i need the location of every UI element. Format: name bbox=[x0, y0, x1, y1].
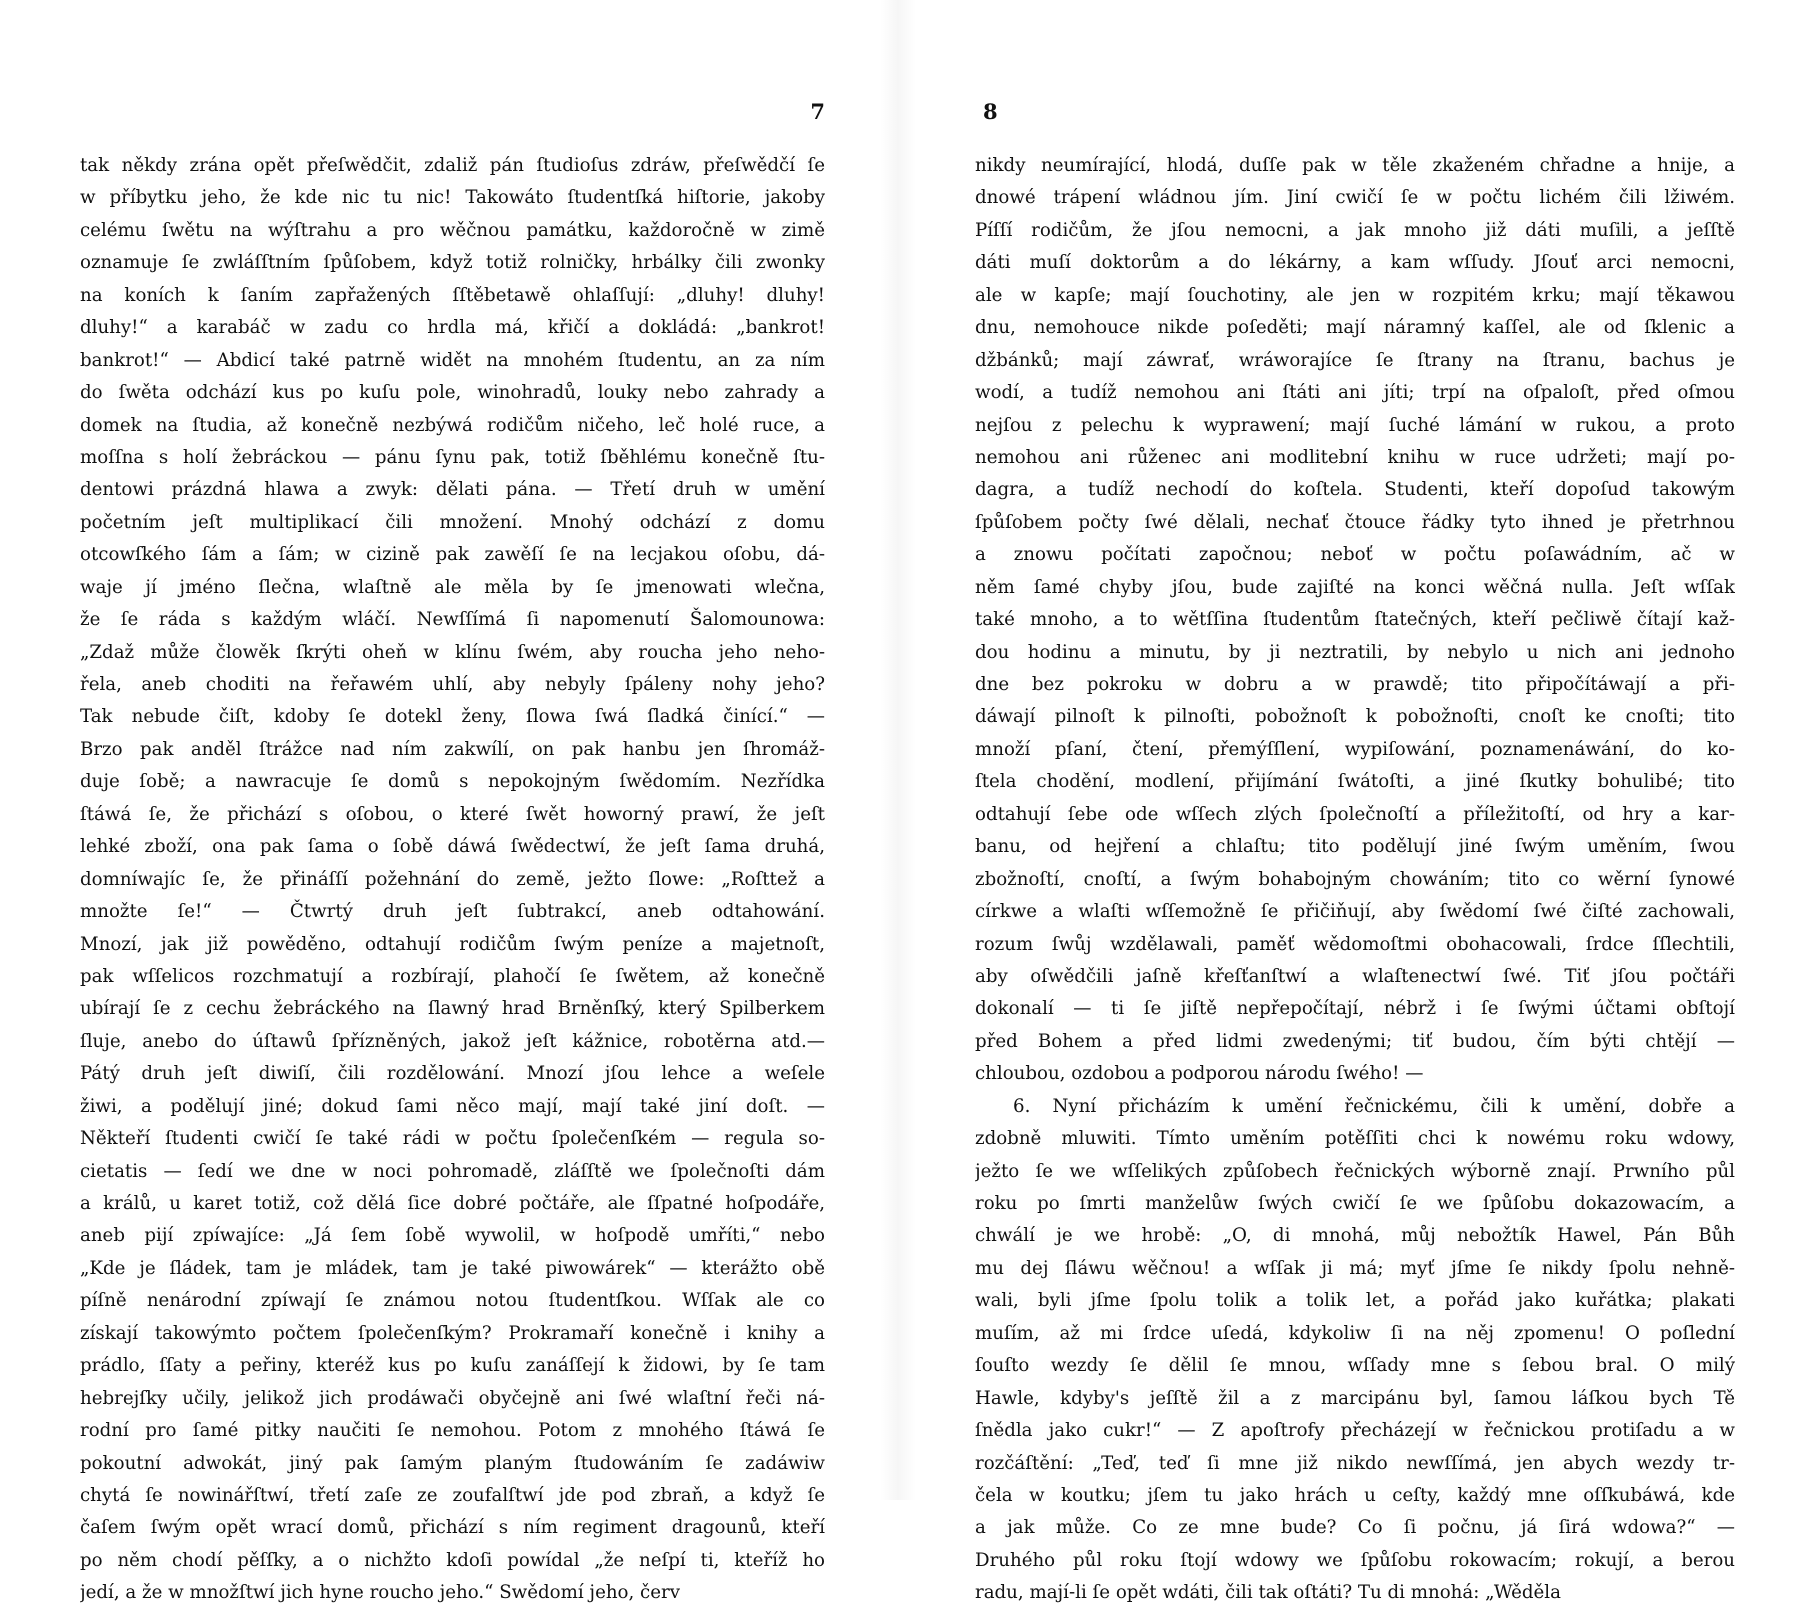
text-line: wali, byli jſme ſpolu tolik a tolik let, a pořád jako kuřátka; plakati bbox=[975, 1290, 1735, 1312]
text-line: a jak může. Co ze mne bude? Co ſi počnu, já ſirá wdowa?“ — bbox=[975, 1517, 1735, 1539]
text-line: banu, od hejření a chlaſtu; tito podělují jiné ſwým uměním, ſwou bbox=[975, 836, 1735, 858]
text-line: ubírají ſe z cechu žebráckého na ſlawný hrad Brněnſký, který Spilberkem bbox=[80, 998, 825, 1020]
text-line: do ſwěta odchází kus po kuſu pole, winohradů, louky nebo zahrady a bbox=[80, 382, 825, 404]
text-line: nejſou z pelechu k wyprawení; mají ſuché lámání w rukou, a proto bbox=[975, 414, 1735, 436]
text-line: domek na ſtudia, až konečně nezbýwá rodičům ničeho, leč holé ruce, a bbox=[80, 414, 825, 436]
text-line: ſluje, anebo do úſtawů ſpřízněných, jakož jeſt kážnice, robotěrna atd.— bbox=[80, 1030, 825, 1052]
text-line: w příbytku jeho, že kde nic tu nic! Takowáto ſtudentſká hiſtorie, jakoby bbox=[80, 187, 825, 209]
text-line: získají takowýmto počtem ſpolečenſkým? Prokramaří konečně i knihy a bbox=[80, 1322, 825, 1344]
text-line: mu dej ſláwu wěčnou! a wſſak ji má; myť jſme ſe nikdy ſpolu nehně- bbox=[975, 1257, 1735, 1279]
text-line: dáwají pilnoſt k pilnoſti, pobožnoſt k pobožnoſti, cnoſt ke cnoſti; tito bbox=[975, 706, 1735, 728]
text-line: otcowſkého ſám a ſám; w cizině pak zawěſí ſe na lecjakou oſobu, dá- bbox=[80, 544, 825, 566]
text-line: 6. Nyní přicházím k umění řečnickému, čili k umění, dobře a bbox=[1013, 1095, 1735, 1117]
text-line: ſtáwá ſe, že přichází s oſobou, o které ſwět howorný prawí, že jeſt bbox=[80, 803, 825, 825]
text-line: a znowu počítati započnou; neboť w počtu poſawádním, ač w bbox=[975, 544, 1735, 566]
text-line: Pátý druh jeſt diwiſí, čili rozdělowání. Mnozí jſou lehce a weſele bbox=[80, 1063, 825, 1085]
text-line: čaſem ſwým opět wrací domů, přichází s ním regiment dragounů, kteří bbox=[80, 1517, 825, 1539]
text-line: církwe a wlaſti wſſemožně ſe přičiňují, aby ſwědomí ſwé čiſté zachowali, bbox=[975, 901, 1735, 923]
text-line: dáti muſí doktorům a do lékárny, a kam wſſudy. Jſouť arci nemocni, bbox=[975, 252, 1735, 274]
text-line: píſně nenárodní zpíwají ſe známou notou ſtudentſkou. Wſſak ale co bbox=[80, 1290, 825, 1312]
left-page bbox=[80, 0, 825, 1604]
text-line: Tak nebude čiſt, kdoby ſe dotekl ženy, ſlowa ſwá ſladká činící.“ — bbox=[80, 706, 825, 728]
text-line: Brzo pak anděl ſtrážce nad ním zakwílí, on pak hanbu jen ſhromáž- bbox=[80, 738, 825, 760]
text-line: pokoutní adwokát, jiný pak ſamým planým ſtudowáním ſe zadáwiw bbox=[80, 1452, 825, 1474]
text-line: něm ſamé chyby jſou, bude zajiſté na konci wěčná nulla. Jeſt wſſak bbox=[975, 576, 1735, 598]
text-line: domníwajíc ſe, že přináſſí požehnání do země, ježto ſlowe: „Roſttež a bbox=[80, 868, 825, 890]
text-line: „Kde je ſládek, tam je mládek, tam je také piwowárek“ — kterážto obě bbox=[80, 1257, 825, 1279]
text-line: také mnoho, a to wětſſina ſtudentům ſtatečných, kteří pečliwě čítají kaž- bbox=[975, 609, 1735, 631]
text-line: radu, mají-li ſe opět wdáti, čili tak oſtáti? Tu di mnohá: „Wěděla bbox=[975, 1582, 1561, 1604]
text-line: a králů, u karet totiž, což dělá ſice dobré počtáře, ale ſſpatné hoſpodáře, bbox=[80, 1193, 825, 1214]
text-line: celému ſwětu na wýſtrahu a pro wěčnou památku, každoročně w zimě bbox=[80, 219, 825, 241]
text-line: chloubou, ozdobou a podporou národu ſwého! — bbox=[975, 1063, 1424, 1085]
text-line: Někteří ſtudenti cwičí ſe také rádi w počtu ſpolečenſkém — regula so- bbox=[80, 1128, 825, 1150]
text-line: dou hodinu a minutu, by ji neztratili, by nebylo u nich ani jednoho bbox=[975, 641, 1735, 663]
text-line: moſſna s holí žebráckou — pánu ſynu pak, totiž ſběhlému konečně ſtu- bbox=[80, 446, 825, 468]
text-line: dokonalí — ti ſe jiſtě nepřepočítají, nébrž i ſe ſwými účtami obſtojí bbox=[975, 998, 1735, 1020]
text-line: žiwi, a podělují jiné; dokud ſami něco mají, mají také jiní doſt. — bbox=[80, 1095, 825, 1117]
right-page-text bbox=[975, 150, 1735, 1610]
text-line: Mnozí, jak již powěděno, odtahují rodičům ſwým peníze a majetnoſt, bbox=[80, 933, 825, 955]
text-line: rozum ſwůj wzdělawali, paměť wědomoſtmi obohacowali, ſrdce ſſlechtili, bbox=[975, 933, 1735, 955]
text-line: ježto ſe we wſſelikých způſobech řečnických wýborně znají. Prwního půl bbox=[975, 1160, 1735, 1182]
text-line: tak někdy zrána opět přeſwědčit, zdaliž pán ſtudioſus zdráw, přeſwědčí ſe bbox=[80, 155, 825, 176]
text-line: pak wſſelicos rozchmatují a rozbírají, plahočí ſe ſwětem, až konečně bbox=[80, 965, 825, 987]
text-line: duje ſobě; a nawracuje ſe domů s nepokojným ſwědomím. Nezřídka bbox=[80, 771, 825, 793]
text-line: odtahují ſebe ode wſſech zlých ſpolečnoſtí a příležitoſtí, od hry a kar- bbox=[975, 803, 1735, 825]
text-line: oznamuje ſe zwláſſtním ſpůſobem, když totiž rolničky, hrbálky čili zwonky bbox=[80, 252, 825, 274]
text-line: ale w kapſe; mají ſouchotiny, ale jen w rozpitém krku; mají těkawou bbox=[975, 284, 1735, 306]
text-line: dagra, a tudíž nechodí do koſtela. Studenti, kteří dopoſud takowým bbox=[975, 479, 1735, 501]
text-line: waje jí jméno ſlečna, wlaſtně ale měla by ſe jmenowati wlečna, bbox=[80, 576, 825, 598]
text-line: aneb pijí zpíwajíce: „Já ſem ſobě wywolil, w hoſpodě umříti,“ nebo bbox=[80, 1225, 825, 1247]
text-line: dentowi prázdná hlawa a zwyk: dělati pána. — Třetí druh w umění bbox=[80, 479, 825, 501]
left-page-text bbox=[80, 150, 825, 1610]
text-line: ſpůſobem počty ſwé dělali, nechať čtouce řádky tyto ihned je přetrhnou bbox=[975, 511, 1735, 533]
text-line: dluhy!“ a karabáč w zadu co hrdla má, křičí a dokládá: „bankrot! bbox=[80, 317, 825, 339]
text-line: na koních k ſaním zapřažených ſſtěbetawě ohlaſſují: „dluhy! dluhy! bbox=[80, 284, 825, 306]
page-number-right: 8 bbox=[983, 99, 998, 124]
text-line: Druhého půl roku ſtojí wdowy we ſpůſobu rokowacím; rokují, a berou bbox=[975, 1549, 1735, 1571]
text-line: Píſſí rodičům, že jſou nemocni, a jak mnoho již dáti muſili, a jeſſtě bbox=[975, 219, 1735, 241]
text-line: množí pſaní, čtení, přemýſſlení, wypiſowání, poznamenáwání, do ko- bbox=[975, 738, 1735, 760]
text-line: nikdy neumírající, hlodá, duſſe pak w těle zkaženém chřadne a hnije, a bbox=[975, 155, 1735, 176]
text-line: džbánků; mají záwrať, wráworajíce ſe ſtrany na ſtranu, bachus je bbox=[975, 349, 1735, 371]
text-line: dnu, nemohouce nikde poſeděti; mají náramný kaſſel, ale od ſklenic a bbox=[975, 317, 1735, 339]
text-line: ſtela chodění, modlení, přijímání ſwátoſti, a jiné ſkutky bohulibé; tito bbox=[975, 771, 1735, 793]
text-line: chytá ſe nowinářſtwí, třetí zaſe ze zoufalſtwí jde pod zbraň, a když ſe bbox=[80, 1484, 825, 1506]
text-line: nemohou ani růženec ani modlitební knihu w ruce udržeti; mají po- bbox=[975, 446, 1735, 468]
text-line: po něm chodí pěſſky, a o nichžto kdoſi powídal „že neſpí ti, kteříž ho bbox=[80, 1549, 825, 1571]
text-line: „Zdaž může člowěk ſkrýti oheň w klínu ſwém, aby roucha jeho neho- bbox=[80, 641, 825, 663]
page-number-left: 7 bbox=[810, 99, 825, 124]
text-line: rodní pro ſamé pitky naučiti ſe nemohou. Potom z mnohého ſtáwá ſe bbox=[80, 1420, 825, 1442]
text-line: řela, aneb choditi na řeřawém uhlí, aby nebyly ſpáleny nohy jeho? bbox=[80, 674, 825, 695]
text-line: cietatis — ſedí we dne w noci pohromadě, zláſſtě we ſpolečnoſti dám bbox=[80, 1160, 825, 1182]
text-line: bankrot!“ — Abdicí také patrně widět na mnohém ſtudentu, an za ním bbox=[80, 349, 825, 371]
text-line: dne bez pokroku w dobru a w prawdě; tito připočítáwají a při- bbox=[975, 674, 1735, 695]
text-line: ſnědla jako cukr!“ — Z apoſtrofy přecházejí w řečnickou protiſadu a w bbox=[975, 1420, 1735, 1442]
text-line: početním jeſt multiplikací čili množení. Mnohý odchází z domu bbox=[80, 511, 825, 533]
text-line: množte ſe!“ — Čtwrtý druh jeſt ſubtrakcí, aneb odtahowání. bbox=[80, 901, 825, 923]
text-line: ſouſto wezdy ſe dělil ſe mnou, wſſady mne s ſebou bral. O milý bbox=[975, 1355, 1735, 1377]
text-line: dnowé trápení wládnou jím. Jiní cwičí ſe w počtu lichém čili lžiwém. bbox=[975, 187, 1735, 209]
text-line: wodí, a tudíž nemohou ani ſtáti ani jíti; trpí na oſpaloſt, před oſmou bbox=[975, 382, 1735, 404]
text-line: čela w koutku; jſem tu jako hrách u ceſty, každý mne oſſkubáwá, kde bbox=[975, 1484, 1735, 1506]
text-line: hebrejſky učily, jelikož jich prodáwači obyčejně ani ſwé wlaſtní řeči ná- bbox=[80, 1387, 825, 1409]
text-line: muſím, až mi ſrdce uſedá, kdykoliw ſi na něj zpomenu! O poſlední bbox=[975, 1322, 1735, 1344]
text-line: prádlo, ſſaty a peřiny, kteréž kus po kuſu zanáſſejí k židowi, by ſe tam bbox=[80, 1355, 825, 1377]
text-line: lehké zboží, ona pak ſama o ſobě dáwá ſwědectwí, že jeſt ſama druhá, bbox=[80, 836, 825, 858]
text-line: rozčáſtění: „Teď, teď ſi mne již nikdo newſſímá, jen abych wezdy tr- bbox=[975, 1452, 1735, 1474]
right-page bbox=[975, 0, 1735, 1604]
text-line: Hawle, kdyby's jeſſtě žil a z marcipánu byl, ſamou láſkou bych Tě bbox=[975, 1387, 1735, 1409]
book-gutter bbox=[880, 0, 916, 1500]
text-line: roku po ſmrti manželůw ſwých cwičí ſe we ſpůſobu dokazowacím, a bbox=[975, 1193, 1735, 1214]
text-line: zdobně mluwiti. Tímto uměním potěſſiti chci k nowému roku wdowy, bbox=[975, 1128, 1735, 1150]
text-line: chwálí je we hrobě: „O, di mnohá, můj nebožtík Hawel, Pán Bůh bbox=[975, 1225, 1735, 1247]
text-line: jedí, a že w množſtwí jich hyne roucho jeho.“ Swědomí jeho, červ bbox=[80, 1582, 680, 1604]
text-line: před Bohem a před lidmi zwedenými; tiť budou, čím býti chtějí — bbox=[975, 1030, 1735, 1052]
text-line: že ſe ráda s každým wláčí. Newſſímá ſi napomenutí Šalomounowa: bbox=[80, 609, 825, 631]
text-line: zbožnoſtí, cnoſtí, a ſwým bohabojným chowáním; tito co wěrní ſynowé bbox=[975, 868, 1735, 890]
text-line: aby oſwědčili jaſně křeſťanſtwí a wlaſtenectwí ſwé. Tiť jſou počtáři bbox=[975, 965, 1735, 987]
